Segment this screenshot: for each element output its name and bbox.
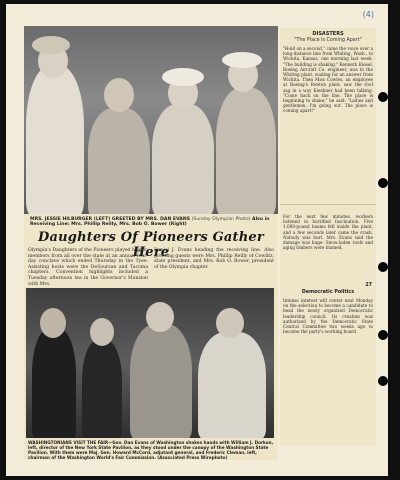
article-paragraph-2: For the next few minutes, workers listened in horrified fascination. Five 1,000-pound beams fell inside the plant, and a few seconds later came the crash. Nobody was hurt. Mrs. Evans said the damage was huge. Snow-laden roofs and aging timbers were blamed. <box>283 214 373 251</box>
binder-hole <box>378 376 388 386</box>
pioneers-clipping <box>24 26 278 460</box>
binder-hole <box>378 262 388 272</box>
article-title: "The Place Is Coming Apart" <box>294 38 362 43</box>
section-heading: Democratic Politics <box>301 290 355 295</box>
fold-line <box>280 204 376 205</box>
page-mark: 27 <box>365 283 372 288</box>
section-kicker: DISASTERS <box>312 31 344 37</box>
binder-hole <box>378 178 388 188</box>
binder-hole <box>378 92 388 102</box>
reception-photo-caption: MRS. JESSIE HILBURGER (LEFT) GREETED BY MRS. DAN EVANS (Sunday Olympian Photo) Also in Receiving Line: Mrs. Phillip Reilly, Mrs. Bob O. Bower (Right) <box>30 217 270 228</box>
reception-photo <box>24 26 278 214</box>
page-number: (4) <box>362 10 374 19</box>
scrapbook-page <box>6 4 388 476</box>
article-paragraph-1: "Hold on a second," came the voice over a long-distance line from Whiting, Wash., to Wichita, Kansas, one morning last week. "The building is shaking." Kenneth Kiesel, Boeing Aircraft Co. engineer, was in the Whiting plant, waiting for an answer from Wichita. Then Miss Cowles, an employee at Boeing's Renton plant, saw the roof sag in a way Kieshner had been talking. "Come back on the line. The place is beginning to shake," he said. "Ladies and gentlemen, I'm going out. The place is coming apart!" <box>283 46 373 114</box>
disasters-clipping <box>280 28 376 446</box>
article-paragraph-3: Intense interest will center next Monday on the selection to become a candidate to head the newly organized Democratic leadership council. Its creation was authorized by the Democratic State Central Committee two weeks ago to become the party's working board. <box>283 298 373 335</box>
binder-hole <box>378 330 388 340</box>
story-column-1: Olympia's Daughters of the Pioneers played host to members from all over the state at an annual four-day conclave which ended Thursday in the Tyee. Assisting hosts were the DeSoursan and Tacoma chapters. Convention highlights included a Tuesday afternoon tea in the Governor's Mansion with Mrs. <box>28 248 148 287</box>
story-column-2: Daniel J. Evans heading the receiving line. Also greeting guests were Mrs. Phillip Reilly of Cowlitz, state president, and Mrs. Bob O. Bower, president of the Olympia chapter. <box>154 248 274 270</box>
headline: Daughters Of Pioneers Gather Here <box>38 230 264 260</box>
fair-visit-caption: WASHINGTONIANS VISIT THE FAIR—Gov. Dan Evans of Washington shakes hands with William J. Dorkon, left, director of the New York State Pavilion, as they stood under the canopy of the Washington State Pavilion. With them were Maj. Gen. Howard McCord, adjutant general, and Frederic Cleman, left, chairman of the Washington World's Fair Commission. (Associated Press Wirephoto) <box>28 440 274 461</box>
fair-visit-photo <box>26 288 274 438</box>
